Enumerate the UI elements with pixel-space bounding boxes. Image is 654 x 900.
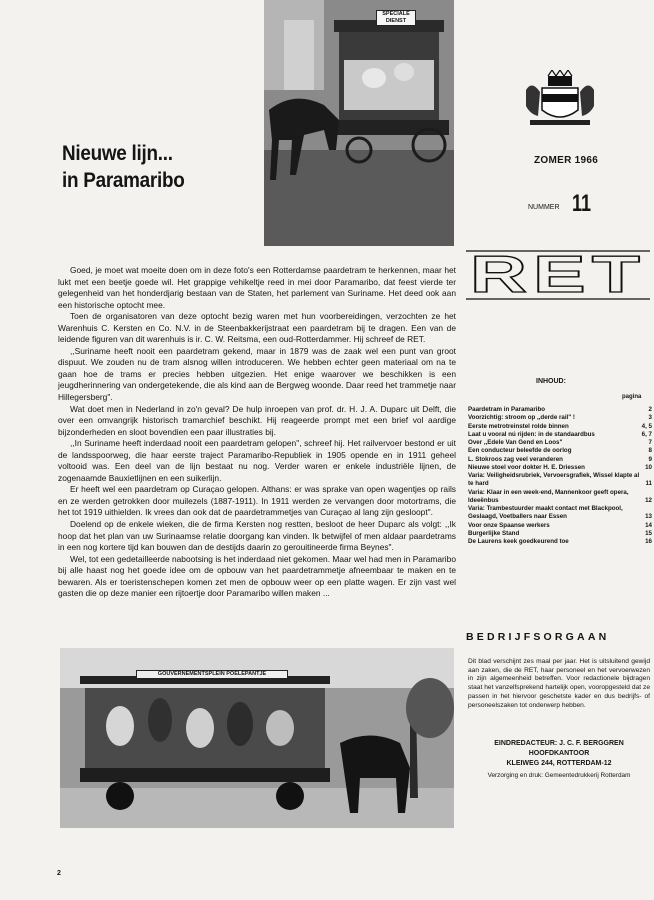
colophon-editor: EINDREDACTEUR: J. C. F. BERGGREN	[494, 740, 624, 747]
article-paragraph: ,,Suriname heeft nooit een paardetram gekend, maar in 1879 was de zaak wel een punt van groot dispuut. We zouden nu de tram alsnog willen introduceren. We hebben echter geen materiaal om na te gaan hoe de trams er precies hebben uitgezien. Het enige waarover we beschikken is een jeugdherinnering van ondergetekende, die als kind aan de Bergweg woonde. Daar reed het trammetje naar Hillegersberg".	[58, 345, 456, 403]
title-line-2: in Paramaribo	[62, 169, 185, 192]
page-number: 2	[57, 870, 61, 877]
colophon-printer: Verzorging en druk: Gemeentedrukkerij Rotterdam	[487, 772, 631, 779]
horse-tram-photo-top	[264, 0, 454, 246]
toc-item[interactable]: Burgerlijke Stand 15	[468, 529, 652, 537]
article-paragraph: Er heeft wel een paardetram op Curaçao gelopen. Althans: er was sprake van open wagentjes op rails en ze werden getrokken door muilezels (1887-1911). In 1911 werden ze vervangen door motortrams, die het tot 1919 uithielden. Ik vrees dan ook dat de paardetrammetjes van Curaçao al lang zijn gesloopt".	[58, 484, 456, 518]
article-paragraph: Toen de organisatoren van deze optocht bezig waren met hun voorbereidingen, verzochten ze het Warenhuis C. Kersten en Co. N.V. in de Steenbakkerijstraat een paardetram bij te dragen. Een van de leidende figuren van dit warenhuis is ir. C. W. Reitsma, een oud-Rotterdammer. Hij schreef de RET.	[58, 311, 456, 345]
issue-season: ZOMER 1966	[534, 155, 599, 166]
article-paragraph: Doelend op de enkele wieken, die de firma Kersten nog restten, besloot de heer Duparc als volgt: ,,Ik hoop dat het plan van uw Surinaamse relatie doorgang kan vinden. Ik betwijfel of men aldaar paardetrams in een nog kortere tijd kan bouwen dan de destijds daarin zo gerouitineerde firma Beynes".	[58, 519, 456, 553]
toc-item[interactable]: Nieuwe stoel voor dokter H. E. Driessen 10	[468, 463, 652, 471]
article-title	[62, 140, 185, 194]
toc-item[interactable]: Voor onze Spaanse werkers 14	[468, 521, 652, 529]
article-paragraph: Wat doet men in Nederland in zo'n geval? De hulp inroepen van prof. dr. H. J. A. Duparc uit Delft, die over een omvangrijk historisch tramarchief beschikt. Hij reageerde prompt met een brief vol aardige bijzonderheden en sloot bovendien een paar illustraties bij.	[58, 403, 456, 437]
toc-item[interactable]: Paardetram in Paramaribo 2	[468, 406, 652, 413]
toc-item[interactable]: Laat u vooral nú rijden: in de standaardbus 6, 7	[468, 430, 652, 438]
title-line-1: Nieuwe lijn...	[62, 142, 173, 165]
ret-logo	[466, 248, 650, 302]
table-of-contents	[468, 406, 652, 546]
toc-item[interactable]: L. Stokroos zag veel veranderen 9	[468, 455, 652, 463]
bedrijfsorgaan-heading: BEDRIJFSORGAAN	[466, 631, 610, 643]
toc-item[interactable]: Over ,,Edele Van Gend en Loos" 7	[468, 439, 652, 446]
sign-speciale: SPECIALE	[382, 11, 410, 17]
toc-item[interactable]: Varia: Trambestuurder maakt contact met Blackpool, Geslaagd, Voetballers naar Essen 13	[468, 505, 652, 521]
ret-logo-text: RET	[470, 248, 646, 302]
toc-item[interactable]: Een conducteur beleefde de oorlog 8	[468, 447, 652, 455]
article-paragraph: ,,In Suriname heeft inderdaad nooit een paardetram gelopen", schreef hij. Het railvervoer bestond er uit de landsspoorweg, die haar eerste traject Paramaribo-Republiek in 1905 opende en in 1911 geheel voltooid was. Een deel van de lijn bestaat nu nog. Verder waren er enkele industriële lijnen, de zogenaamde Bauxietlijnen en een suikerlijn.	[58, 438, 456, 483]
article-body	[58, 265, 456, 600]
colophon-office: HOOFDKANTOOR	[528, 750, 590, 757]
toc-item[interactable]: Voorzichtig: stroom op ,,derde rail" ! 3	[468, 414, 652, 422]
article-paragraph: Goed, je moet wat moeite doen om in deze foto's een Rotterdamse paardetram te herkennen, maar het lukt met een beetje goede wil. Het grappige vehikeltje reed in mei door Paramaribo, dat feest vierde ter gelegenheid van het honderdjarig bestaan van de Staten, het parlement van Suriname. Het deed ook aan een historische optocht mee.	[58, 265, 456, 310]
toc-item[interactable]: Varia: Klaar in een week-end, Mannenkoor geeft opera, Ideeënbus 12	[468, 488, 652, 504]
rotterdam-crest-icon	[522, 70, 598, 128]
toc-heading: INHOUD:	[536, 378, 566, 385]
toc-page-header: pagina	[622, 394, 642, 400]
issue-number: 11	[572, 190, 592, 217]
issue-number-label: NUMMER	[528, 204, 560, 211]
colophon-address: KLEIWEG 244, ROTTERDAM-12	[506, 760, 612, 767]
toc-item[interactable]: De Laurens keek goedkeurend toe 16	[468, 538, 652, 545]
tram-float-photo-bottom	[60, 648, 454, 828]
article-paragraph: Wel, tot een gedetailleerde nabootsing is het inderdaad niet gekomen. Maar wel had men in Paramaribo bij alle haast nog het goede idee om de opbouw van het paardetrammetje afneembaar te maken en te bewaren. Als er toeristenschepen komen zet men de opbouw weer op een platte wagen. Er zijn vast wel gasten die op deze manier een rijtoertje door Paramaribo willen maken ...	[58, 553, 456, 599]
toc-item[interactable]: Eerste metrotreinstel rolde binnen 4, 5	[468, 422, 652, 430]
sign-dienst: DIENST	[385, 18, 407, 24]
float-banner: GOUVERNEMENTSPLEIN POELEPANTJE	[136, 670, 288, 679]
colophon-intro: Dit blad verschijnt zes maal per jaar. Het is uitsluitend gewijd aan zaken, die de RET, haar personeel en het vervoerwezen in zijn algemeenheid betreffen. Voor redactionele bijdragen staat het vanzelfsprekend hartelijk open, vooropgesteld dat ze passen in het hiervoor geschetste kader en dus bedrijfs- of personeelszaken tot onderwerp hebben.	[468, 658, 650, 709]
toc-item[interactable]: Varia: Veiligheidsrubriek, Vervoersgrafiek, Wissel klapte al te hard 11	[468, 472, 652, 488]
